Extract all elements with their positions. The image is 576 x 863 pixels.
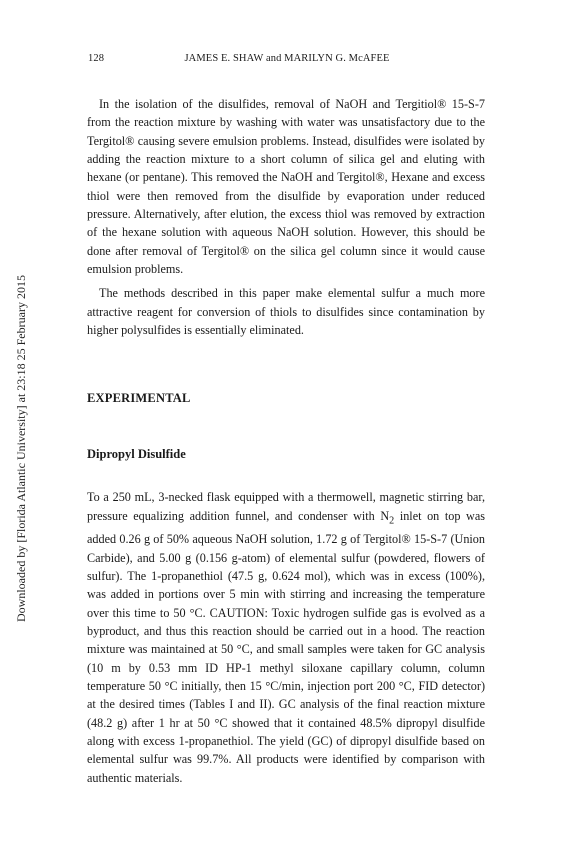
paragraph-text: To a 250 mL, 3-necked flask equipped with a thermowell, magnetic stirring bar, pressure equalizing addition funnel, and condenser with N (87, 490, 485, 523)
paragraph (87, 488, 485, 787)
paragraph: The methods described in this paper make elemental sulfur a much more attractive reagent for conversion of thiols to disulfides since contamination by higher polysulfides is essentially eliminated. (87, 286, 485, 338)
page-number: 128 (88, 53, 105, 64)
section-heading: EXPERIMENTAL (87, 391, 191, 406)
paragraph-text: inlet on top was added 0.26 g of 50% aqueous NaOH solution, 1.72 g of Tergitol® 15-S-7 (Union Carbide), and 5.00 g (0.156 g-atom) of elemental sulfur (powdered, flowers of sulfur). The 1-propanethiol (47.5 g, 0.624 mol), which was in excess (100%), was added in portions over 5 min with stirring and increasing the temperature over this time to 50 °C. CAUTION: Toxic hydrogen sulfide gas is evolved as a byproduct, and thus this reaction should be carried out in a hood. The reaction mixture was maintained at 50 °C, and small samples were taken for GC analysis (10 m by 0.53 mm ID HP-1 methyl siloxane capillary column, column temperature 50 °C initially, then 15 °C/min, injection port 200 °C, FID detector) at the desired times (Tables I and II). GC analysis of the final reaction mixture (48.2 g) after 1 hr at 50 °C showed that it contained 48.5% dipropyl disulfide along with excess 1-propanethiol. The yield (GC) of dipropyl disulfide based on elemental sulfur was 99.7%. All products were identified by comparison with authentic materials. (87, 508, 485, 785)
article-body (87, 95, 485, 787)
paragraph: In the isolation of the disulfides, removal of NaOH and Tergitiol® 15-S-7 from the reaction mixture by washing with water was unsatisfactory due to the Tergitol® causing severe emulsion problems. Instead, disulfides were isolated by adding the reaction mixture to a short column of silica gel and eluting with hexane (or pentane). This removed the NaOH and Tergitol®, Hexane and excess thiol were then removed from the disulfide by evaporation under reduced pressure. Alternatively, after elution, the excess thiol was removed by extraction of the hexane solution with aqueous NaOH solution. However, this should be done after removal of Tergitol® on the silica gel column since it would cause emulsion problems. (87, 97, 485, 277)
subscript: 2 (389, 514, 395, 526)
running-head: JAMES E. SHAW and MARILYN G. McAFEE (184, 53, 390, 64)
download-watermark: Downloaded by [Florida Atlantic University] at 23:18 25 February 2015 (14, 275, 28, 622)
subsection-heading: Dipropyl Disulfide (87, 446, 186, 461)
